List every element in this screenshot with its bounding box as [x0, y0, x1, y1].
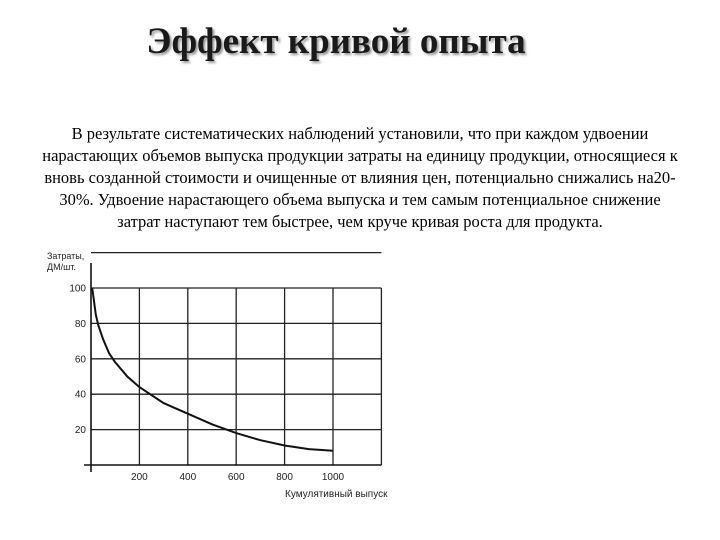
tick-labels	[69, 284, 344, 484]
x-tick-label: 800	[276, 472, 293, 483]
y-axis-label-line1: Затраты,	[47, 251, 85, 261]
slide-title: Эффект кривой опыта	[146, 21, 526, 62]
y-axis-label-line2: ДМ/шт.	[47, 262, 76, 272]
x-tick-label: 1000	[321, 472, 345, 483]
chart-svg	[35, 245, 395, 505]
y-tick-label: 20	[74, 425, 86, 437]
y-tick-label: 40	[74, 389, 86, 401]
y-tick-label: 60	[74, 354, 86, 366]
x-axis-label: Кумулятивный выпуск	[285, 489, 388, 500]
y-tick-label: 80	[74, 318, 86, 330]
x-tick-label: 600	[227, 472, 245, 483]
cost-curve-chart	[35, 245, 395, 505]
y-tick-label: 100	[69, 283, 86, 295]
cost-curve-line	[92, 288, 333, 451]
slide-body-text: В результате систематических наблюдений установили, что при каждом удвоении нарастающих объемов выпуска продукции затраты на единицу продукции, относящиеся к вновь созданной стоимости и очищенные от влияния цен, потенциально снижались на20-30%. Удвоение нарастающего объема выпуска и тем самым потенциальное снижение затрат наступают тем быстрее, чем круче кривая роста для продукта.	[42, 124, 678, 231]
x-tick-label: 400	[179, 472, 197, 483]
x-tick-label: 200	[131, 472, 148, 483]
